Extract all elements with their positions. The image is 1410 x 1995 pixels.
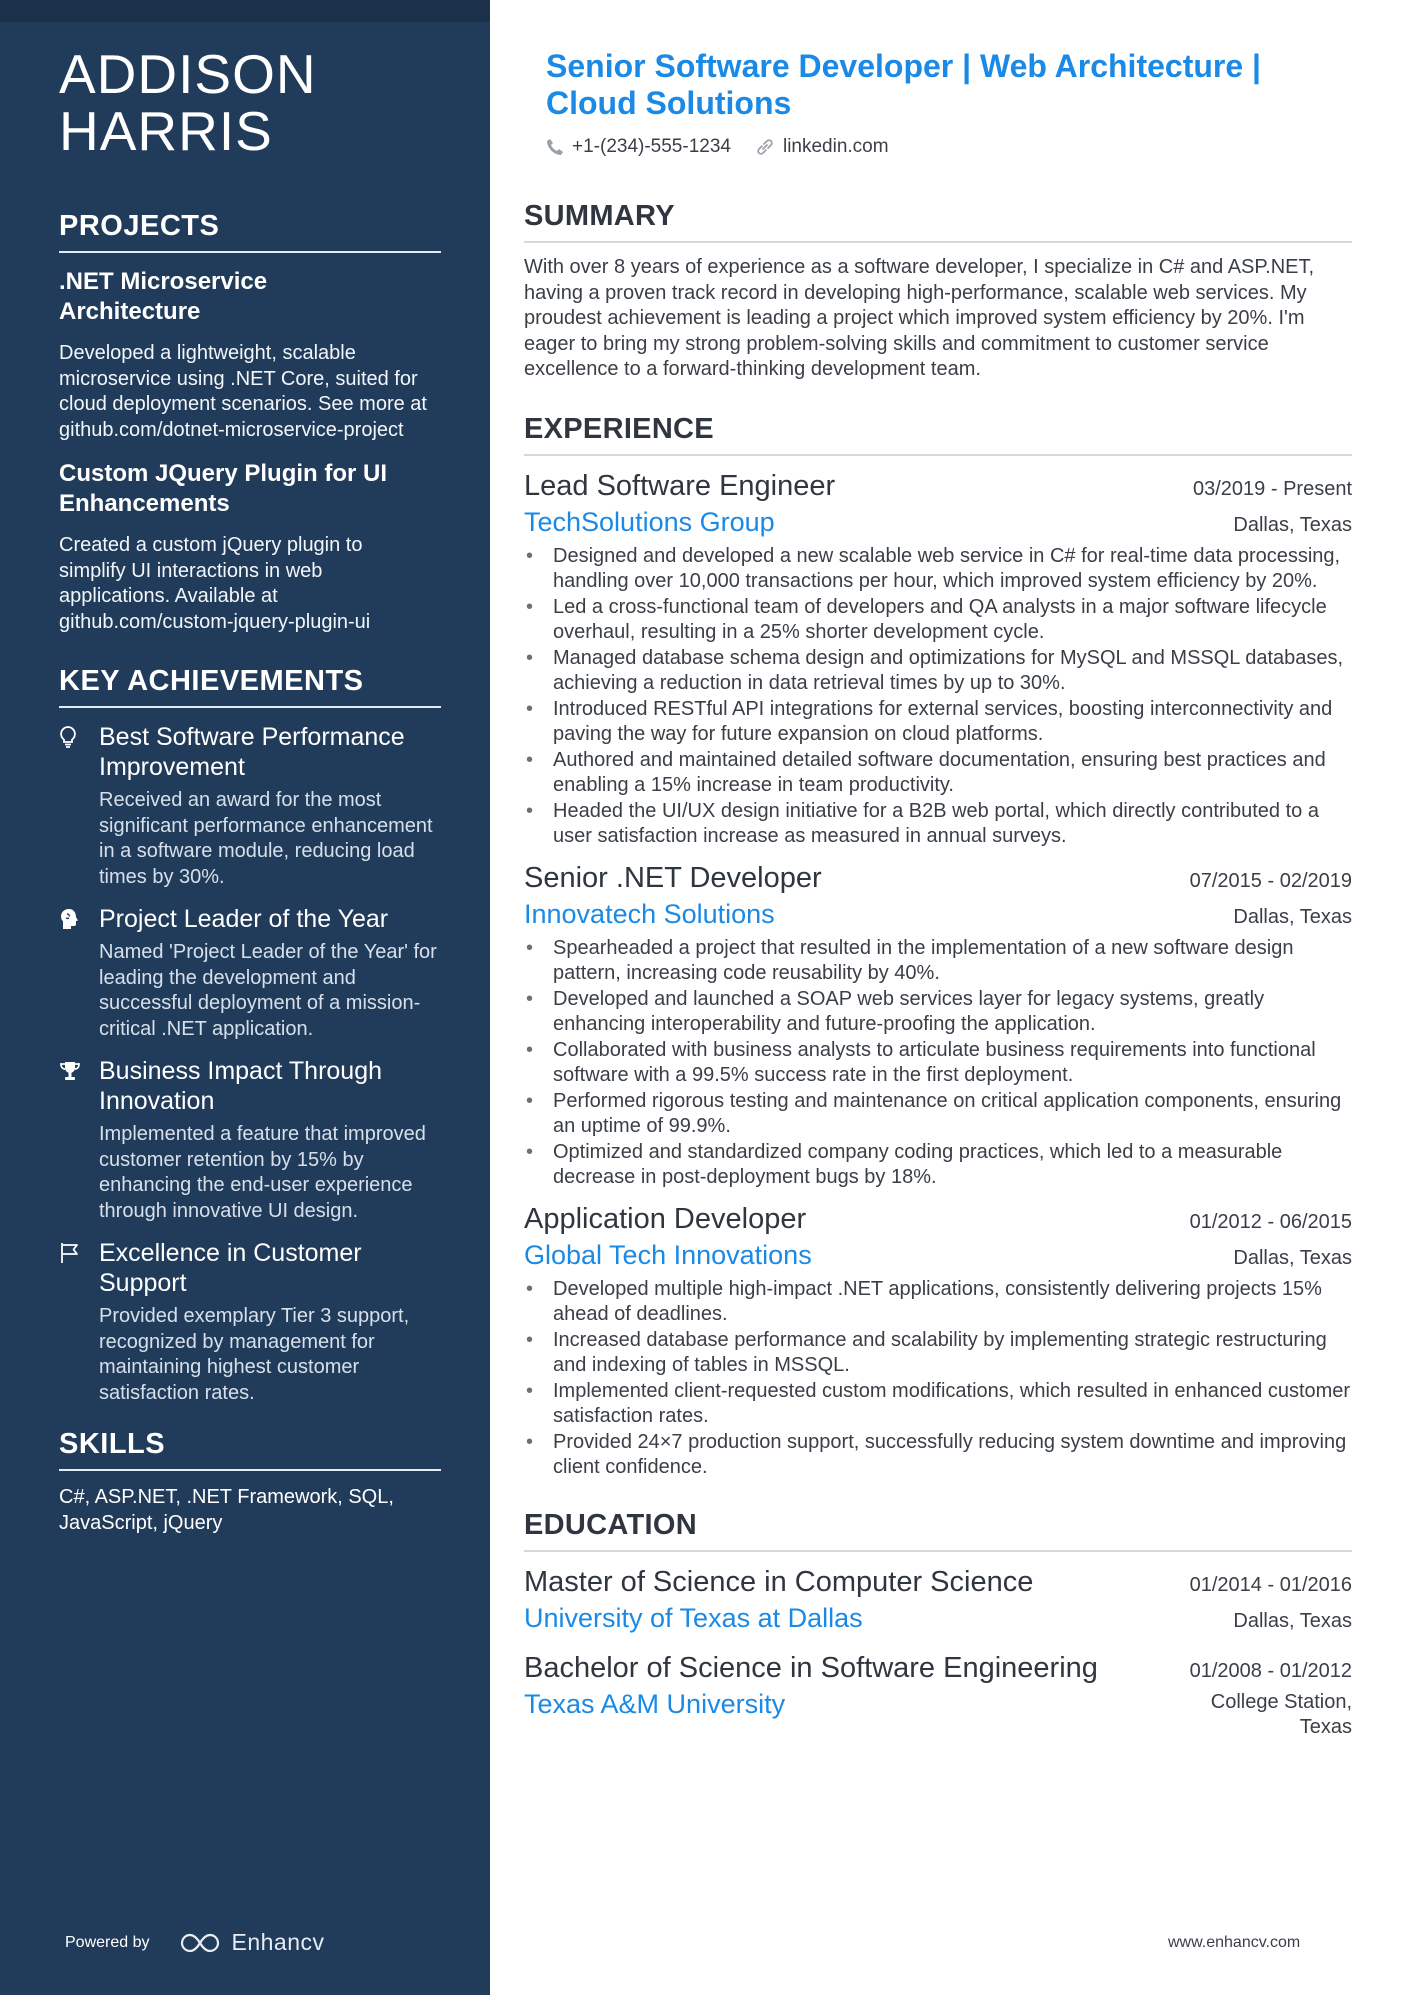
powered-by-label: Powered by [65, 1933, 150, 1951]
project-description: Created a custom jQuery plugin to simplify UI interactions in web applications. Available at github.com/custom-jquery-plugin-ui [59, 534, 371, 633]
job-dates: 07/2015 - 02/2019 [1189, 869, 1352, 892]
achievement-item [59, 904, 441, 1042]
achievement-title: Best Software Performance Improvement [99, 723, 405, 781]
experience-heading: EXPERIENCE [524, 413, 1352, 456]
bullet-item: • Headed the UI/UX design initiative for a B2B web portal, which directly contributed to a user satisfaction increase as measured in annual surveys. [524, 799, 1352, 850]
achievement-item [59, 1056, 441, 1224]
company-name: Global Tech Innovations [524, 1239, 812, 1270]
company-name: TechSolutions Group [524, 506, 775, 537]
job-bullets [524, 936, 1352, 1191]
phone-contact[interactable] [546, 136, 731, 158]
job-location: Dallas, Texas [1233, 513, 1352, 536]
phone-number: +1-(234)-555-1234 [572, 136, 731, 157]
school-name: Texas A&M University [524, 1688, 786, 1719]
skills-list: C#, ASP.NET, .NET Framework, SQL, JavaScript, jQuery [59, 1486, 394, 1534]
job-headline: Senior Software Developer | Web Architecture | Cloud Solutions [546, 48, 1261, 121]
company-name: Innovatech Solutions [524, 898, 775, 929]
bullet-item: • Developed multiple high-impact .NET applications, consistently delivering projects 15% ahead of deadlines. [524, 1277, 1352, 1328]
education-entry [524, 1650, 1352, 1741]
achievement-item [59, 722, 441, 890]
education-location: College Station, Texas [1210, 1690, 1352, 1738]
project-item [59, 267, 441, 443]
bullet-item: • Collaborated with business analysts to articulate business requirements into functional software with a 99.5% success rate in the first deployment. [524, 1038, 1352, 1089]
trophy-icon [59, 1056, 99, 1224]
job-title: Senior .NET Developer [524, 861, 822, 894]
project-title: .NET Microservice Architecture [59, 268, 268, 325]
achievement-description: Named 'Project Leader of the Year' for leading the development and successful deployment of a mission-critical .NET application. [99, 941, 437, 1040]
bullet-item: • Managed database schema design and optimizations for MySQL and MSSQL databases, achieving a reduction in data retrieval times by up to 30%. [524, 646, 1352, 697]
enhancv-brand-name: Enhancv [231, 1929, 325, 1955]
education-heading: EDUCATION [524, 1509, 1352, 1552]
achievement-description: Implemented a feature that improved customer retention by 15% by enhancing the end-user experience through innovative UI design. [99, 1123, 426, 1222]
job-dates: 01/2012 - 06/2015 [1189, 1210, 1352, 1233]
bullet-item: • Provided 24×7 production support, successfully reducing system downtime and improving client confidence. [524, 1430, 1352, 1481]
summary-heading: SUMMARY [524, 200, 1352, 243]
enhancv-logo-icon [178, 1932, 222, 1954]
link-icon [755, 137, 775, 157]
enhancv-url[interactable]: www.enhancv.com [1168, 1934, 1301, 1951]
achievement-title: Project Leader of the Year [99, 905, 389, 933]
brain-icon [59, 904, 99, 1042]
achievement-description: Provided exemplary Tier 3 support, recognized by management for maintaining highest customer satisfaction rates. [99, 1305, 410, 1404]
achievement-item [59, 1238, 441, 1406]
achievement-title: Excellence in Customer Support [99, 1239, 362, 1297]
education-dates: 01/2014 - 01/2016 [1189, 1573, 1352, 1596]
summary-text: With over 8 years of experience as a software developer, I specialize in C# and ASP.NET, having a proven track record in developing high-performance, scalable web services. My proudest achievement is leading a project which improved system efficiency by 20%. I'm eager to bring my strong problem-solving skills and commitment to customer service excellence to a forward-thinking development team. [524, 256, 1315, 380]
job-dates: 03/2019 - Present [1193, 477, 1352, 500]
summary-section [524, 200, 1352, 383]
project-description: Developed a lightweight, scalable microservice using .NET Core, suited for cloud deployment scenarios. See more at github.com/dotnet-microservice-project [59, 342, 427, 441]
contact-row [546, 136, 1352, 158]
job-location: Dallas, Texas [1233, 1246, 1352, 1269]
education-location: Dallas, Texas [1233, 1609, 1352, 1632]
linkedin-link: linkedin.com [782, 136, 889, 157]
skills-section [59, 1428, 441, 1536]
header [524, 48, 1352, 158]
lightbulb-icon [59, 722, 99, 890]
enhancv-logo[interactable] [178, 1929, 325, 1956]
bullet-item: • Led a cross-functional team of developers and QA analysts in a major software lifecycle overhaul, resulting in a 25% shorter development cycle. [524, 595, 1352, 646]
sidebar-content [59, 43, 441, 1536]
job-entry [524, 1201, 1352, 1481]
powered-by-footer [65, 1929, 325, 1956]
job-bullets [524, 1277, 1352, 1481]
bullet-item: • Increased database performance and scalability by implementing strategic restructuring and indexing of tables in MSSQL. [524, 1328, 1352, 1379]
main-column [524, 48, 1352, 1741]
phone-icon [546, 138, 564, 156]
achievements-heading: KEY ACHIEVEMENTS [59, 665, 441, 708]
bullet-item: • Introduced RESTful API integrations for external services, boosting interconnectivity and paving the way for future expansion on cloud platforms. [524, 697, 1352, 748]
experience-section [524, 413, 1352, 1481]
education-section [524, 1509, 1352, 1741]
job-title: Lead Software Engineer [524, 469, 836, 502]
bullet-item: • Spearheaded a project that resulted in the implementation of a new software design pattern, increasing code reusability by 40%. [524, 936, 1352, 987]
bullet-item: • Designed and developed a new scalable web service in C# for real-time data processing, handling over 10,000 transactions per hour, which improved system efficiency by 20%. [524, 544, 1352, 595]
job-bullets [524, 544, 1352, 850]
job-location: Dallas, Texas [1233, 905, 1352, 928]
project-title: Custom JQuery Plugin for UI Enhancements [59, 460, 388, 517]
education-dates: 01/2008 - 01/2012 [1189, 1659, 1352, 1682]
achievement-title: Business Impact Through Innovation [99, 1057, 383, 1115]
bullet-item: • Implemented client-requested custom modifications, which resulted in enhanced customer satisfaction rates. [524, 1379, 1352, 1430]
achievements-section [59, 665, 441, 1406]
job-entry [524, 860, 1352, 1191]
degree-title: Master of Science in Computer Science [524, 1565, 1034, 1598]
job-title: Application Developer [524, 1202, 807, 1235]
bullet-item: • Optimized and standardized company coding practices, which led to a measurable decrease in post-deployment bugs by 18%. [524, 1140, 1352, 1191]
bullet-item: • Developed and launched a SOAP web services layer for legacy systems, greatly enhancing interoperability and future-proofing the application. [524, 987, 1352, 1038]
achievement-description: Received an award for the most significant performance enhancement in a software module, reducing load times by 30%. [99, 789, 433, 888]
job-entry [524, 468, 1352, 850]
bullet-item: • Performed rigorous testing and maintenance on critical application components, ensuring an uptime of 99.9%. [524, 1089, 1352, 1140]
skills-heading: SKILLS [59, 1428, 441, 1471]
school-name: University of Texas at Dallas [524, 1602, 863, 1633]
degree-title: Bachelor of Science in Software Engineering [524, 1651, 1098, 1684]
projects-section [59, 210, 441, 635]
candidate-name: ADDISON HARRIS [59, 43, 317, 162]
education-entry [524, 1564, 1352, 1636]
bullet-item: • Authored and maintained detailed software documentation, ensuring best practices and enabling a 15% increase in team productivity. [524, 748, 1352, 799]
linkedin-contact[interactable] [755, 136, 889, 158]
flag-icon [59, 1238, 99, 1406]
sidebar-top-bar [0, 0, 490, 22]
project-item [59, 459, 441, 635]
projects-heading: PROJECTS [59, 210, 441, 253]
sidebar [0, 0, 490, 1995]
